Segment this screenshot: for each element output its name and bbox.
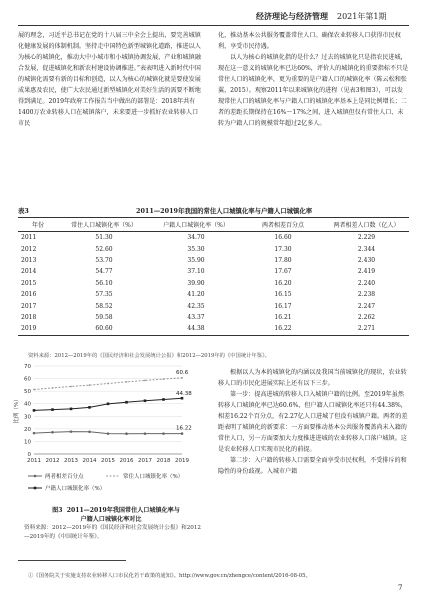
table-cell: 2.238 [357, 291, 376, 299]
table-cell: 2.271 [324, 323, 409, 335]
data-point [107, 403, 110, 406]
table-source: 资料来源：2012—2019年的《国民经济和社会发展统计公报》和2012—2019年的《中国统计年鉴》。 [28, 353, 270, 359]
figure-number: 图3 [52, 507, 63, 514]
data-point [125, 432, 128, 435]
table-cell: 2.240 [357, 279, 376, 287]
data-point [144, 399, 147, 402]
y-tick-label: 60 [24, 376, 31, 383]
col-header: 常住人口城镇化率（%） [58, 218, 150, 232]
paragraph: 展的理念，习近平总书记在党的十八届三中全会上提出，要完善城镇化健康发展的体制机制。坚持走中国特色新型城镇化道路，推进以人为核心的城镇化，推动大中小城市和小城镇协调发展、产业和城镇融合发展，促进城镇化和新农村建设协调推进。”表表明进入新时代中国的城镇化需要有新的目标和创造，以人为核心的城镇化就是要使发展成果惠及农民，使广大农民通过新型城镇化对美好生活的需要不断地得到满足。2019年政府工作报告当中做出的部署是：2018年共有1400万农业转移人口在城镇落户，未来要进一步抓好农业转移人口市民 [18, 32, 201, 127]
data-point [181, 397, 184, 400]
legend-marker [34, 475, 37, 478]
y-tick-label: 0 [27, 452, 31, 458]
x-tick-label: 2016 [119, 458, 134, 464]
table-cell: 17.67 [274, 268, 292, 276]
data-point [70, 386, 72, 388]
data-point [144, 380, 146, 382]
data-point [163, 378, 165, 380]
table-cell: 16.22 [242, 323, 324, 335]
paragraph: 根据以人为本的城镇化的内涵以及我国当前城镇化的现状，农业转移人口的市民化进展实际上还有以下三步。 [218, 369, 407, 387]
table-cell: 2.262 [357, 313, 376, 321]
table-cell: 52.60 [95, 245, 113, 253]
table-cell: 41.20 [187, 291, 205, 299]
table-cell: 60.60 [58, 323, 150, 335]
data-point [107, 383, 109, 385]
data-point [70, 430, 73, 433]
table-cell: 35.90 [187, 256, 205, 264]
table-cell: 58.52 [95, 302, 113, 310]
data-point [125, 401, 128, 404]
data-point [51, 431, 54, 434]
table-row [18, 255, 409, 266]
journal-name: 经济理论与经济管理 [256, 11, 328, 21]
table-cell: 16.15 [274, 291, 292, 299]
data-label: 60.6 [176, 369, 189, 376]
y-tick-label: 30 [24, 414, 31, 421]
table-row [18, 243, 409, 254]
data-label: 16.22 [176, 425, 192, 432]
legend-label: 户籍人口城镇化率（%） [45, 486, 106, 492]
x-tick-label: 2011 [27, 458, 41, 464]
cell-year: 2012 [21, 245, 37, 253]
table-row [18, 312, 409, 323]
figure-source: 资料来源：2012—2019年的《国民经济和社会发展统计公报》和2012—2019年的《中国统计年鉴》。 [24, 525, 201, 540]
table-cell: 44.38 [150, 323, 242, 335]
y-tick-label: 70 [24, 364, 31, 370]
x-tick-label: 2014 [82, 458, 97, 464]
data-point [181, 432, 184, 435]
footnote: ①《国务院关于实施支持农业转移人口市民化若干政策的通知》。http://www.gov.cn/zhengce/content/2016-08-05。 [28, 573, 311, 579]
col-header: 年份 [18, 218, 58, 232]
running-header [256, 11, 408, 23]
data-point [52, 387, 54, 389]
table-cell: 37.10 [187, 268, 205, 276]
paragraph: 第一步：提高进城的转移人口入城镇户籍的比例。至2019年虽然转移人口城镇化率已达60.6%，但户籍人口城镇化率还只有44.38%，相差16.22个百分点，有2.27亿人口进城了但没有城镇户籍。两者的差距表明了城镇化的新要求：一方面要推动基本公共服务覆盖尚未入籍的常住人口，另一方面要加大力度推进进城的农业转移人口落户城镇。这是农业转移人口实现市民化的前提。 [218, 391, 408, 453]
left-column-text [18, 30, 204, 160]
table-cell: 2.344 [357, 245, 376, 253]
table-cell: 43.37 [187, 313, 205, 321]
table-header-row [18, 218, 409, 232]
y-tick-label: 20 [24, 426, 31, 433]
cell-year: 2013 [21, 256, 37, 264]
y-tick-label: 10 [24, 439, 31, 446]
table-row [18, 323, 409, 335]
table-cell: 17.80 [274, 256, 292, 264]
paragraph: 化，推动基本公共服务覆盖常住人口。确保农业转移人口获得市民权利，享受市民待遇。 [218, 32, 401, 50]
data-point [144, 432, 147, 435]
cell-year: 2016 [21, 291, 37, 299]
data-point [126, 381, 128, 383]
legend-label: 两者相差百分点 [45, 474, 84, 480]
table-caption [18, 206, 409, 215]
table-cell: 39.90 [187, 279, 205, 287]
data-point [89, 384, 91, 386]
cell-year: 2011 [21, 234, 37, 242]
data-point [88, 430, 91, 433]
footnote-rule [18, 560, 126, 561]
legend-label: 常住人口城镇化率（%） [123, 474, 184, 480]
issue-label: 2021年第1期 [337, 12, 387, 21]
x-tick-label: 2012 [45, 458, 60, 464]
table-cell: 2.229 [357, 234, 376, 242]
x-tick-label: 2015 [101, 458, 115, 464]
table-cell: 2.247 [357, 302, 376, 310]
cell-year: 2018 [21, 313, 37, 321]
page-number: 7 [398, 584, 403, 592]
figure-title-line2: 户籍人口城镇化率对比 [80, 516, 142, 523]
data-point [162, 432, 165, 435]
table-cell: 54.77 [95, 268, 113, 276]
col-header: 两者相差人口数（亿人） [324, 218, 409, 232]
table-row [18, 289, 409, 300]
data-point [33, 409, 36, 412]
table-title: 2011—2019年我国的常住人口城镇化率与户籍人口城镇化率 [136, 207, 313, 215]
table-number: 表3 [18, 207, 29, 215]
right-column-text-lower [218, 367, 409, 549]
cell-year: 2015 [21, 279, 37, 287]
table-cell: 16.17 [274, 302, 292, 310]
table-cell: 35.30 [187, 245, 205, 253]
y-tick-label: 50 [24, 389, 31, 396]
table-cell: 16.20 [274, 279, 292, 287]
urbanization-line-chart [10, 360, 206, 504]
data-point [70, 408, 73, 411]
data-point [162, 398, 165, 401]
table-cell: 17.30 [274, 245, 292, 253]
figure-title-line1: 2011—2019年我国常住人口城镇化率与 [66, 507, 180, 514]
data-point [88, 406, 91, 409]
cell-year: 2017 [21, 302, 37, 310]
x-tick-label: 2019 [175, 458, 189, 464]
y-axis-label: 比例（%） [14, 396, 20, 424]
table-cell: 56.10 [95, 279, 113, 287]
x-tick-label: 2018 [156, 458, 171, 464]
col-header: 户籍人口城镇化率（%） [150, 218, 242, 232]
table-cell: 59.58 [95, 313, 113, 321]
cell-year: 2014 [21, 268, 37, 276]
col-header: 两者相差百分点 [242, 218, 324, 232]
header-rule [18, 25, 409, 26]
table-cell: 16.60 [274, 234, 292, 242]
table-cell: 42.35 [187, 302, 205, 310]
data-point [33, 432, 36, 435]
urbanization-table [18, 217, 409, 336]
table-row [18, 278, 409, 289]
data-point [51, 408, 54, 411]
paragraph: 以人为核心的城镇化指的是什么？过去的城镇化只是指农民进城，现在这一意义的城镇化率已达60%，评价人的城镇化的重要指标不只是常住人口的城镇化率，更为重要的是户籍人口的城镇化率（陈云松和张翼，2015）。观察2011年以来城镇化的进程（见表3和图3），可以发现常住人口的城镇化率与户籍人口的城镇化率基本上是同比例增长；二者的差距长期保持在16%～17%之间，进入城镇但仅有常住人口、未转为户籍人口的规模常年超过2亿多人。 [218, 54, 409, 127]
figure-caption [18, 506, 204, 524]
table-cell: 57.35 [95, 291, 113, 299]
paragraph: 第二步：入户籍的转移人口需要全面享受市民权利，不受排斥的和隐性的身份歧视。入城市户籍 [218, 457, 407, 475]
cell-year: 2019 [18, 323, 58, 335]
data-point [181, 377, 183, 379]
table-cell: 2.430 [357, 256, 376, 264]
table-cell: 2.419 [357, 268, 376, 276]
table-cell: 16.21 [274, 313, 292, 321]
x-tick-label: 2013 [64, 458, 78, 464]
table-cell: 51.30 [95, 234, 113, 242]
right-column-text [218, 30, 409, 220]
y-tick-label: 40 [24, 401, 31, 408]
table-row [18, 232, 409, 244]
x-tick-label: 2017 [138, 458, 152, 464]
table-row [18, 266, 409, 277]
table-cell: 53.70 [95, 256, 113, 264]
data-label: 44.38 [176, 391, 192, 398]
table-cell: 34.70 [187, 234, 205, 242]
data-point [107, 432, 110, 435]
data-point [33, 389, 35, 391]
legend-marker [34, 487, 37, 490]
table-row [18, 300, 409, 311]
